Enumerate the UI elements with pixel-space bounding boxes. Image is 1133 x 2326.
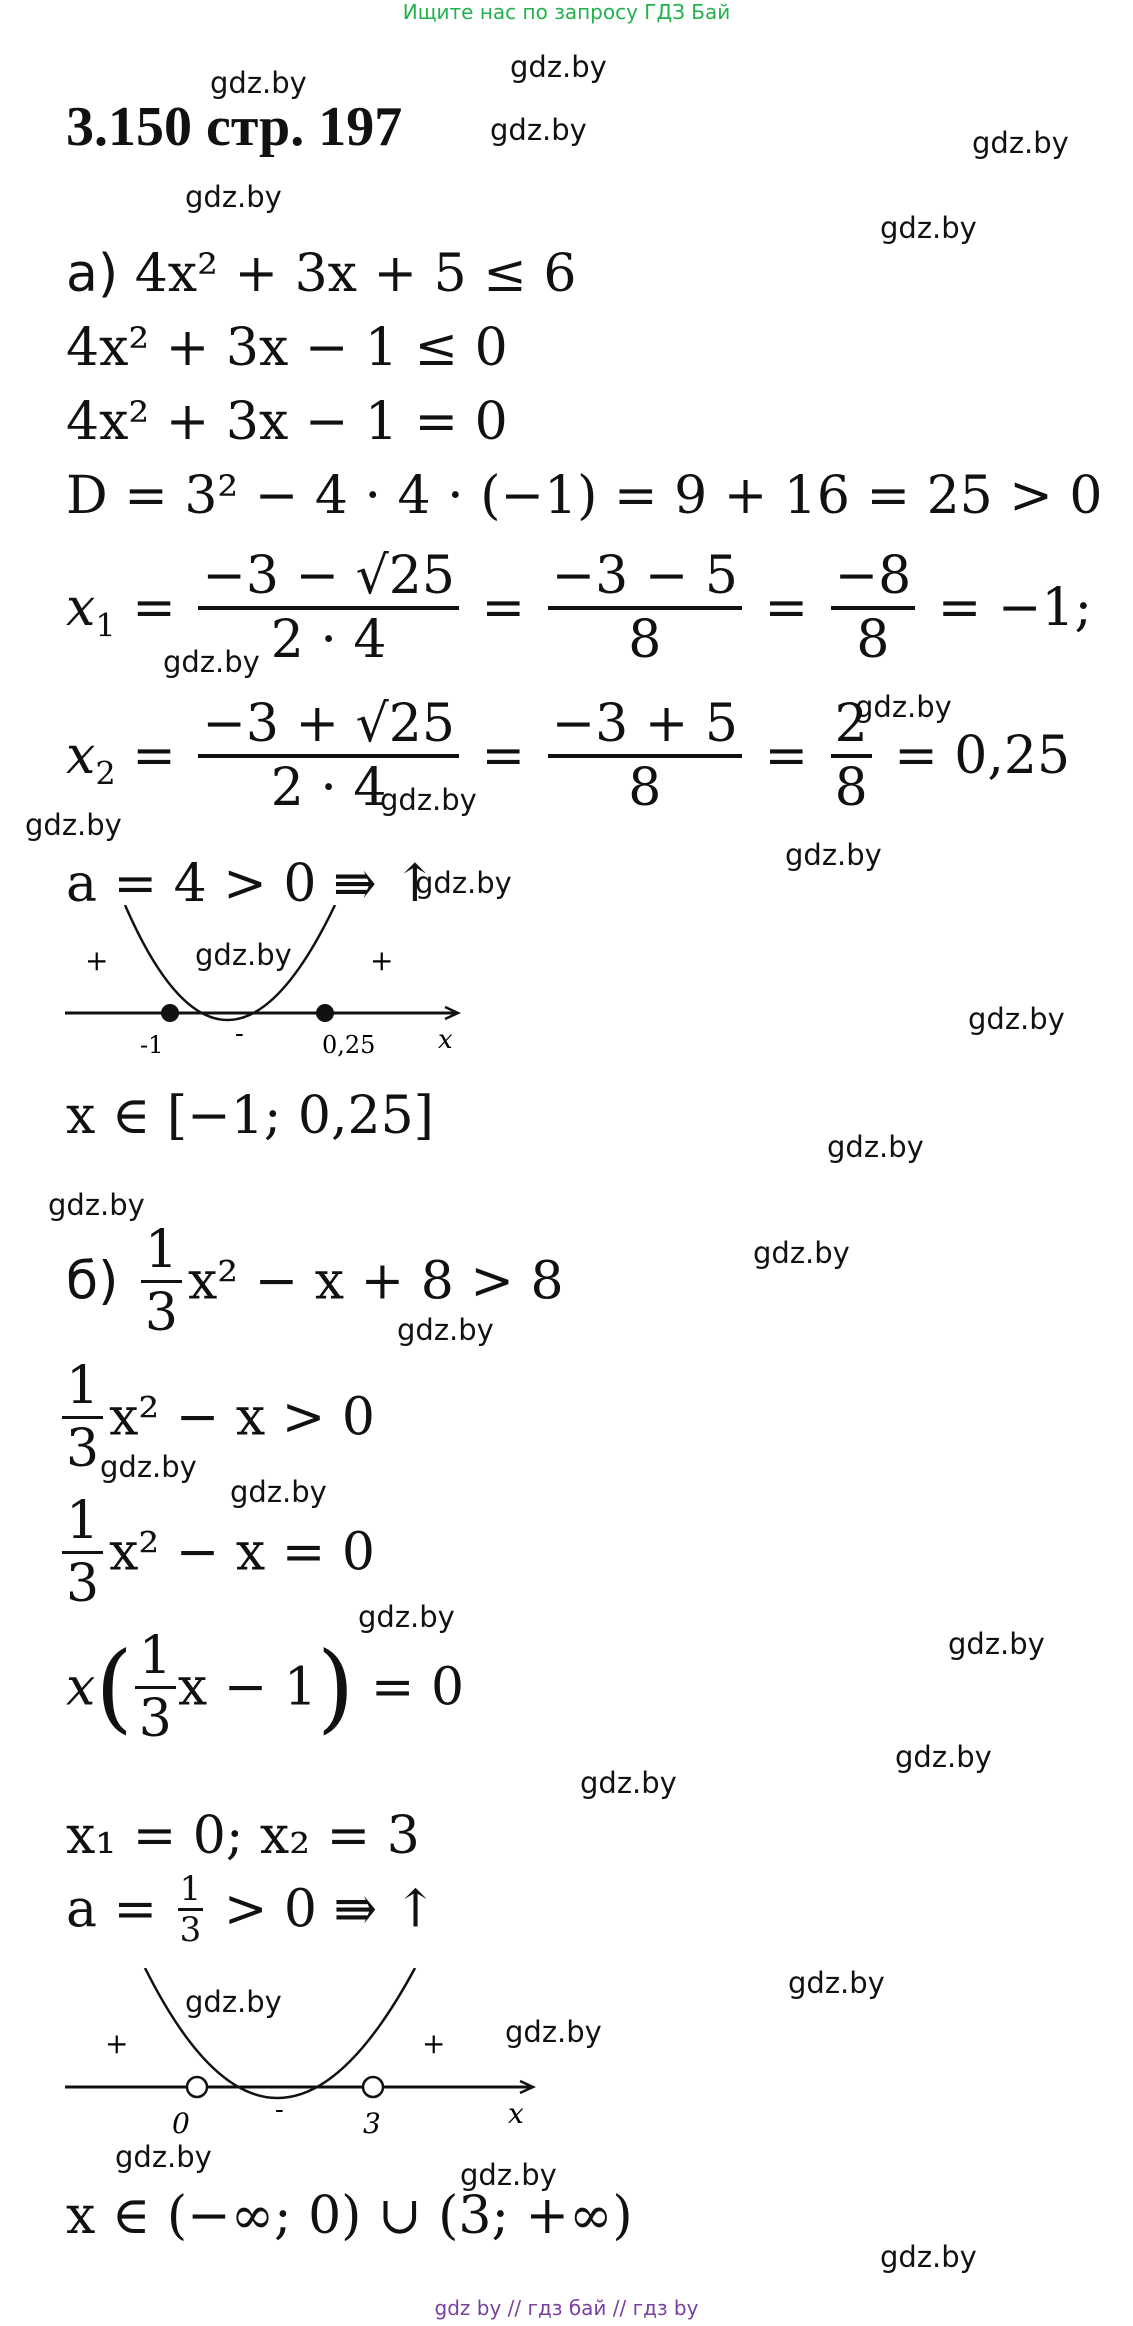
watermark: gdz.by	[505, 2015, 602, 2049]
numerator: −8	[831, 550, 916, 610]
denominator: 3	[66, 1554, 100, 1614]
footer-links[interactable]: gdz by // гдз бай // гдз by	[434, 2296, 699, 2320]
b-line-2-rest: x² − x > 0	[109, 1387, 375, 1448]
numerator: 1	[62, 1495, 103, 1554]
watermark: gdz.by	[490, 113, 587, 147]
fraction	[135, 1626, 176, 1749]
fraction	[198, 546, 459, 670]
denominator: 8	[628, 758, 662, 818]
a-root-1: $x_1$ = $\frac{-3 - √25}{2 \cdot 4}$ = $\frac{-3 - 5}{8}$ = $\frac{-8}{8}$ = −1;	[66, 546, 1093, 670]
a-answer: x ∈ [−1; 0,25]	[66, 1086, 434, 1146]
denominator: 3	[138, 1689, 172, 1749]
watermark: gdz.by	[163, 645, 260, 679]
sign-left: +	[105, 2027, 129, 2060]
root-point-filled	[161, 1004, 179, 1022]
a-discriminant: D = 3² − 4 · 4 · (−1) = 9 + 16 = 25 > 0	[66, 466, 1103, 526]
root-1-result: = −1;	[937, 578, 1093, 638]
fraction-small	[178, 1869, 204, 1950]
watermark: gdz.by	[210, 66, 307, 100]
denominator: 3	[66, 1419, 100, 1479]
watermark: gdz.by	[380, 783, 477, 817]
numerator: 1	[141, 1224, 182, 1283]
numerator: −3 + √25	[198, 698, 459, 758]
root-2-result: = 0,25	[894, 726, 1071, 786]
fraction	[831, 694, 872, 818]
denominator: 3	[144, 1283, 178, 1343]
watermark: gdz.by	[827, 1130, 924, 1164]
parabola	[125, 905, 335, 1020]
root-point-open	[187, 2077, 207, 2097]
leading-suffix: > 0 ⇛ ↑	[223, 1879, 438, 1940]
root-label-1: -1	[140, 1031, 164, 1059]
numerator: −3 − 5	[548, 550, 742, 610]
b-inequality: x² − x + 8 > 8	[187, 1251, 564, 1312]
watermark: gdz.by	[580, 1766, 677, 1800]
top-banner[interactable]: Ищите нас по запросу ГДЗ Бай	[402, 0, 731, 24]
sign-middle: -	[275, 2095, 284, 2125]
watermark: gdz.by	[415, 866, 512, 900]
numerator: 2	[831, 698, 872, 758]
watermark: gdz.by	[855, 690, 952, 724]
b-sign-diagram	[60, 1968, 560, 2153]
watermark: gdz.by	[788, 1966, 885, 2000]
numerator: 1	[62, 1360, 103, 1419]
b-line-3-rest: x² − x = 0	[109, 1522, 375, 1583]
numerator: −3 − √25	[198, 550, 459, 610]
numerator: 1	[135, 1630, 176, 1689]
fraction	[62, 1356, 103, 1479]
fraction	[198, 694, 459, 818]
root-label-2: 3	[363, 2107, 381, 2140]
page-title: 3.150 стр. 197	[66, 96, 403, 158]
watermark: gdz.by	[460, 2158, 557, 2192]
a-line-1	[66, 244, 577, 304]
part-b-label: б)	[66, 1251, 119, 1312]
denominator: 3	[179, 1910, 202, 1950]
leading-prefix: a =	[66, 1879, 158, 1940]
watermark: gdz.by	[115, 2140, 212, 2174]
b-roots: x₁ = 0; x₂ = 3	[66, 1806, 420, 1866]
watermark: gdz.by	[100, 1450, 197, 1484]
root-point-open	[363, 2077, 383, 2097]
numerator: 1	[179, 1869, 202, 1909]
denominator: 2 · 4	[270, 758, 387, 818]
fraction	[831, 546, 916, 670]
a-root-2: $x_2$ = $\frac{-3 + √25}{2 \cdot 4}$ = $\frac{-3 + 5}{8}$ = $\frac{2}{8}$ = 0,25	[66, 694, 1071, 818]
watermark: gdz.by	[358, 1600, 455, 1634]
watermark: gdz.by	[968, 1002, 1065, 1036]
denominator: 8	[834, 758, 868, 818]
fraction	[62, 1491, 103, 1614]
root-label-2: 0,25	[322, 1031, 376, 1059]
watermark: gdz.by	[785, 838, 882, 872]
watermark: gdz.by	[753, 1236, 850, 1270]
axis-label: x	[438, 1025, 453, 1055]
b-line-1	[66, 1220, 564, 1343]
watermark: gdz.by	[48, 1188, 145, 1222]
watermark: gdz.by	[185, 180, 282, 214]
watermark: gdz.by	[510, 50, 607, 84]
watermark: gdz.by	[195, 938, 292, 972]
watermark: gdz.by	[880, 211, 977, 245]
denominator: 8	[856, 610, 890, 670]
b-answer: x ∈ (−∞; 0) ∪ (3; +∞)	[66, 2186, 633, 2246]
a-inequality: 4x² + 3x + 5 ≤ 6	[134, 244, 577, 304]
watermark: gdz.by	[25, 808, 122, 842]
b-line-2	[62, 1356, 375, 1479]
a-line-3: 4x² + 3x − 1 = 0	[66, 392, 508, 452]
denominator: 2 · 4	[270, 610, 387, 670]
denominator: 8	[628, 610, 662, 670]
watermark: gdz.by	[230, 1475, 327, 1509]
watermark: gdz.by	[948, 1627, 1045, 1661]
fraction	[548, 694, 742, 818]
watermark: gdz.by	[972, 126, 1069, 160]
axis-label: x	[508, 2097, 524, 2130]
watermark: gdz.by	[397, 1313, 494, 1347]
root-point-filled	[316, 1004, 334, 1022]
a-leading-coef: a = 4 > 0 ⇛ ↑	[66, 854, 437, 914]
sign-right: +	[422, 2027, 446, 2060]
root-label-1: 0	[172, 2107, 190, 2140]
sign-left: +	[85, 944, 109, 977]
watermark: gdz.by	[880, 2240, 977, 2274]
b-leading-coef	[66, 1869, 438, 1950]
watermark: gdz.by	[185, 1985, 282, 2019]
factor-eq: = 0	[370, 1657, 465, 1718]
sign-middle: -	[235, 1019, 244, 1049]
part-a-label: а)	[66, 244, 119, 304]
sign-right: +	[370, 944, 394, 977]
a-sign-diagram	[60, 905, 480, 1075]
fraction	[141, 1220, 182, 1343]
b-factored: x( $\frac{1}{3}$ x − 1) = 0	[66, 1626, 465, 1749]
fraction	[548, 546, 742, 670]
watermark: gdz.by	[895, 1740, 992, 1774]
numerator: −3 + 5	[548, 698, 742, 758]
factor-rest: x − 1	[177, 1657, 317, 1718]
a-line-2: 4x² + 3x − 1 ≤ 0	[66, 318, 508, 378]
